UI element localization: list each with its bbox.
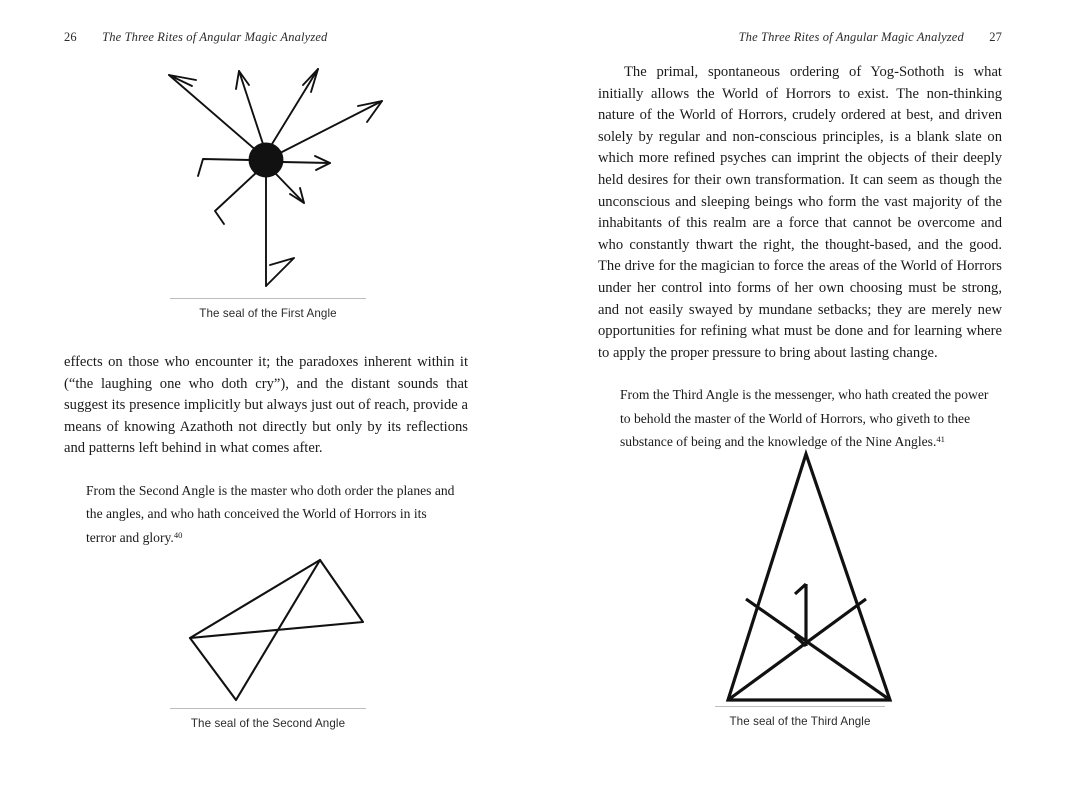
seal-arrowhead-upper-left — [169, 75, 196, 86]
seal-chord-left-to-base-right — [746, 599, 890, 700]
seal-triangle-lower — [190, 560, 320, 700]
first-angle-seal-diagram — [118, 58, 418, 298]
seal-ray-up-right-steep — [272, 69, 318, 144]
seal-outer-triangle — [728, 454, 890, 700]
right-extract-text: From the Third Angle is the messenger, who hath created the power to behold the master of the World of Horrors, who giveth to thee substance of being and the knowledge of the Nine Angles. — [620, 387, 989, 450]
figure-seal-third-angle — [660, 444, 940, 730]
third-angle-seal-diagram — [670, 444, 930, 706]
right-extract-footnote-marker: 41 — [936, 434, 945, 445]
left-body-paragraph: effects on those who encounter it; the paradoxes inherent within it (“the laughing one who doth cry”), and the distant sounds that suggest its presence implicitly but always just out of reach, provide a means of knowing Azathoth not directly but only by its reflections and patterns left behind in what comes after. — [64, 354, 468, 457]
caption-seal-second-angle: The seal of the Second Angle — [190, 717, 346, 730]
running-head-right-title: The Three Rites of Angular Magic Analyzed — [738, 30, 964, 44]
seal-ray-right — [282, 162, 330, 163]
seal-ray-up — [239, 71, 263, 144]
seal-ray-right-upper — [280, 101, 382, 153]
seal-arrowhead-down — [266, 258, 294, 286]
seal-triangle-upper — [190, 560, 363, 638]
second-angle-seal-diagram — [118, 548, 418, 708]
seal-chord-right-to-base-left — [728, 599, 866, 700]
left-extract-quote — [86, 479, 458, 550]
running-head-right — [739, 30, 1002, 50]
folio-left: 26 — [64, 30, 77, 44]
right-body-paragraph: The primal, spontaneous ordering of Yog-Sothoth is what initially allows the World of Horrors to exist. The non-thinking nature of the World of Horrors, crudely ordered at best, and driven solely by regular and non-conscious principles, is a blank slate on which more refined psyches can imprint the objects of their deeply held desires for their own transformation. It can seem as though the unconscious and sleeping beings who form the vast majority of the inhabitants of this realm are a force that cannot be overcome and who constantly thwart the right, the thought-based, and the good. The drive for the magician to force the areas of the World of Horrors under her control into forms of her own choosing must be strong, and not easily swayed by mundane setbacks; they are merely new opportunities for refining what must be done and for learning where to apply the proper pressure to bring about lasting change. — [598, 64, 1002, 361]
left-extract-footnote-marker: 40 — [173, 530, 183, 541]
seal-ray-left — [198, 159, 250, 176]
figure-seal-first-angle — [108, 58, 428, 322]
figure-seal-second-angle — [108, 548, 428, 732]
folio-right: 27 — [989, 30, 1002, 44]
caption-seal-third-angle: The seal of the Third Angle — [729, 715, 871, 728]
seal-ray-lower-left — [215, 172, 257, 224]
running-head-left — [64, 30, 327, 50]
caption-seal-first-angle: The seal of the First Angle — [199, 307, 337, 320]
running-head-left-title: The Three Rites of Angular Magic Analyzed — [102, 30, 328, 44]
left-extract-text: From the Second Angle is the master who doth order the planes and the angles, and who hath conceived the World of Horrors in its terror and glory. — [86, 482, 455, 545]
seal-center-upper-tick — [795, 584, 806, 594]
